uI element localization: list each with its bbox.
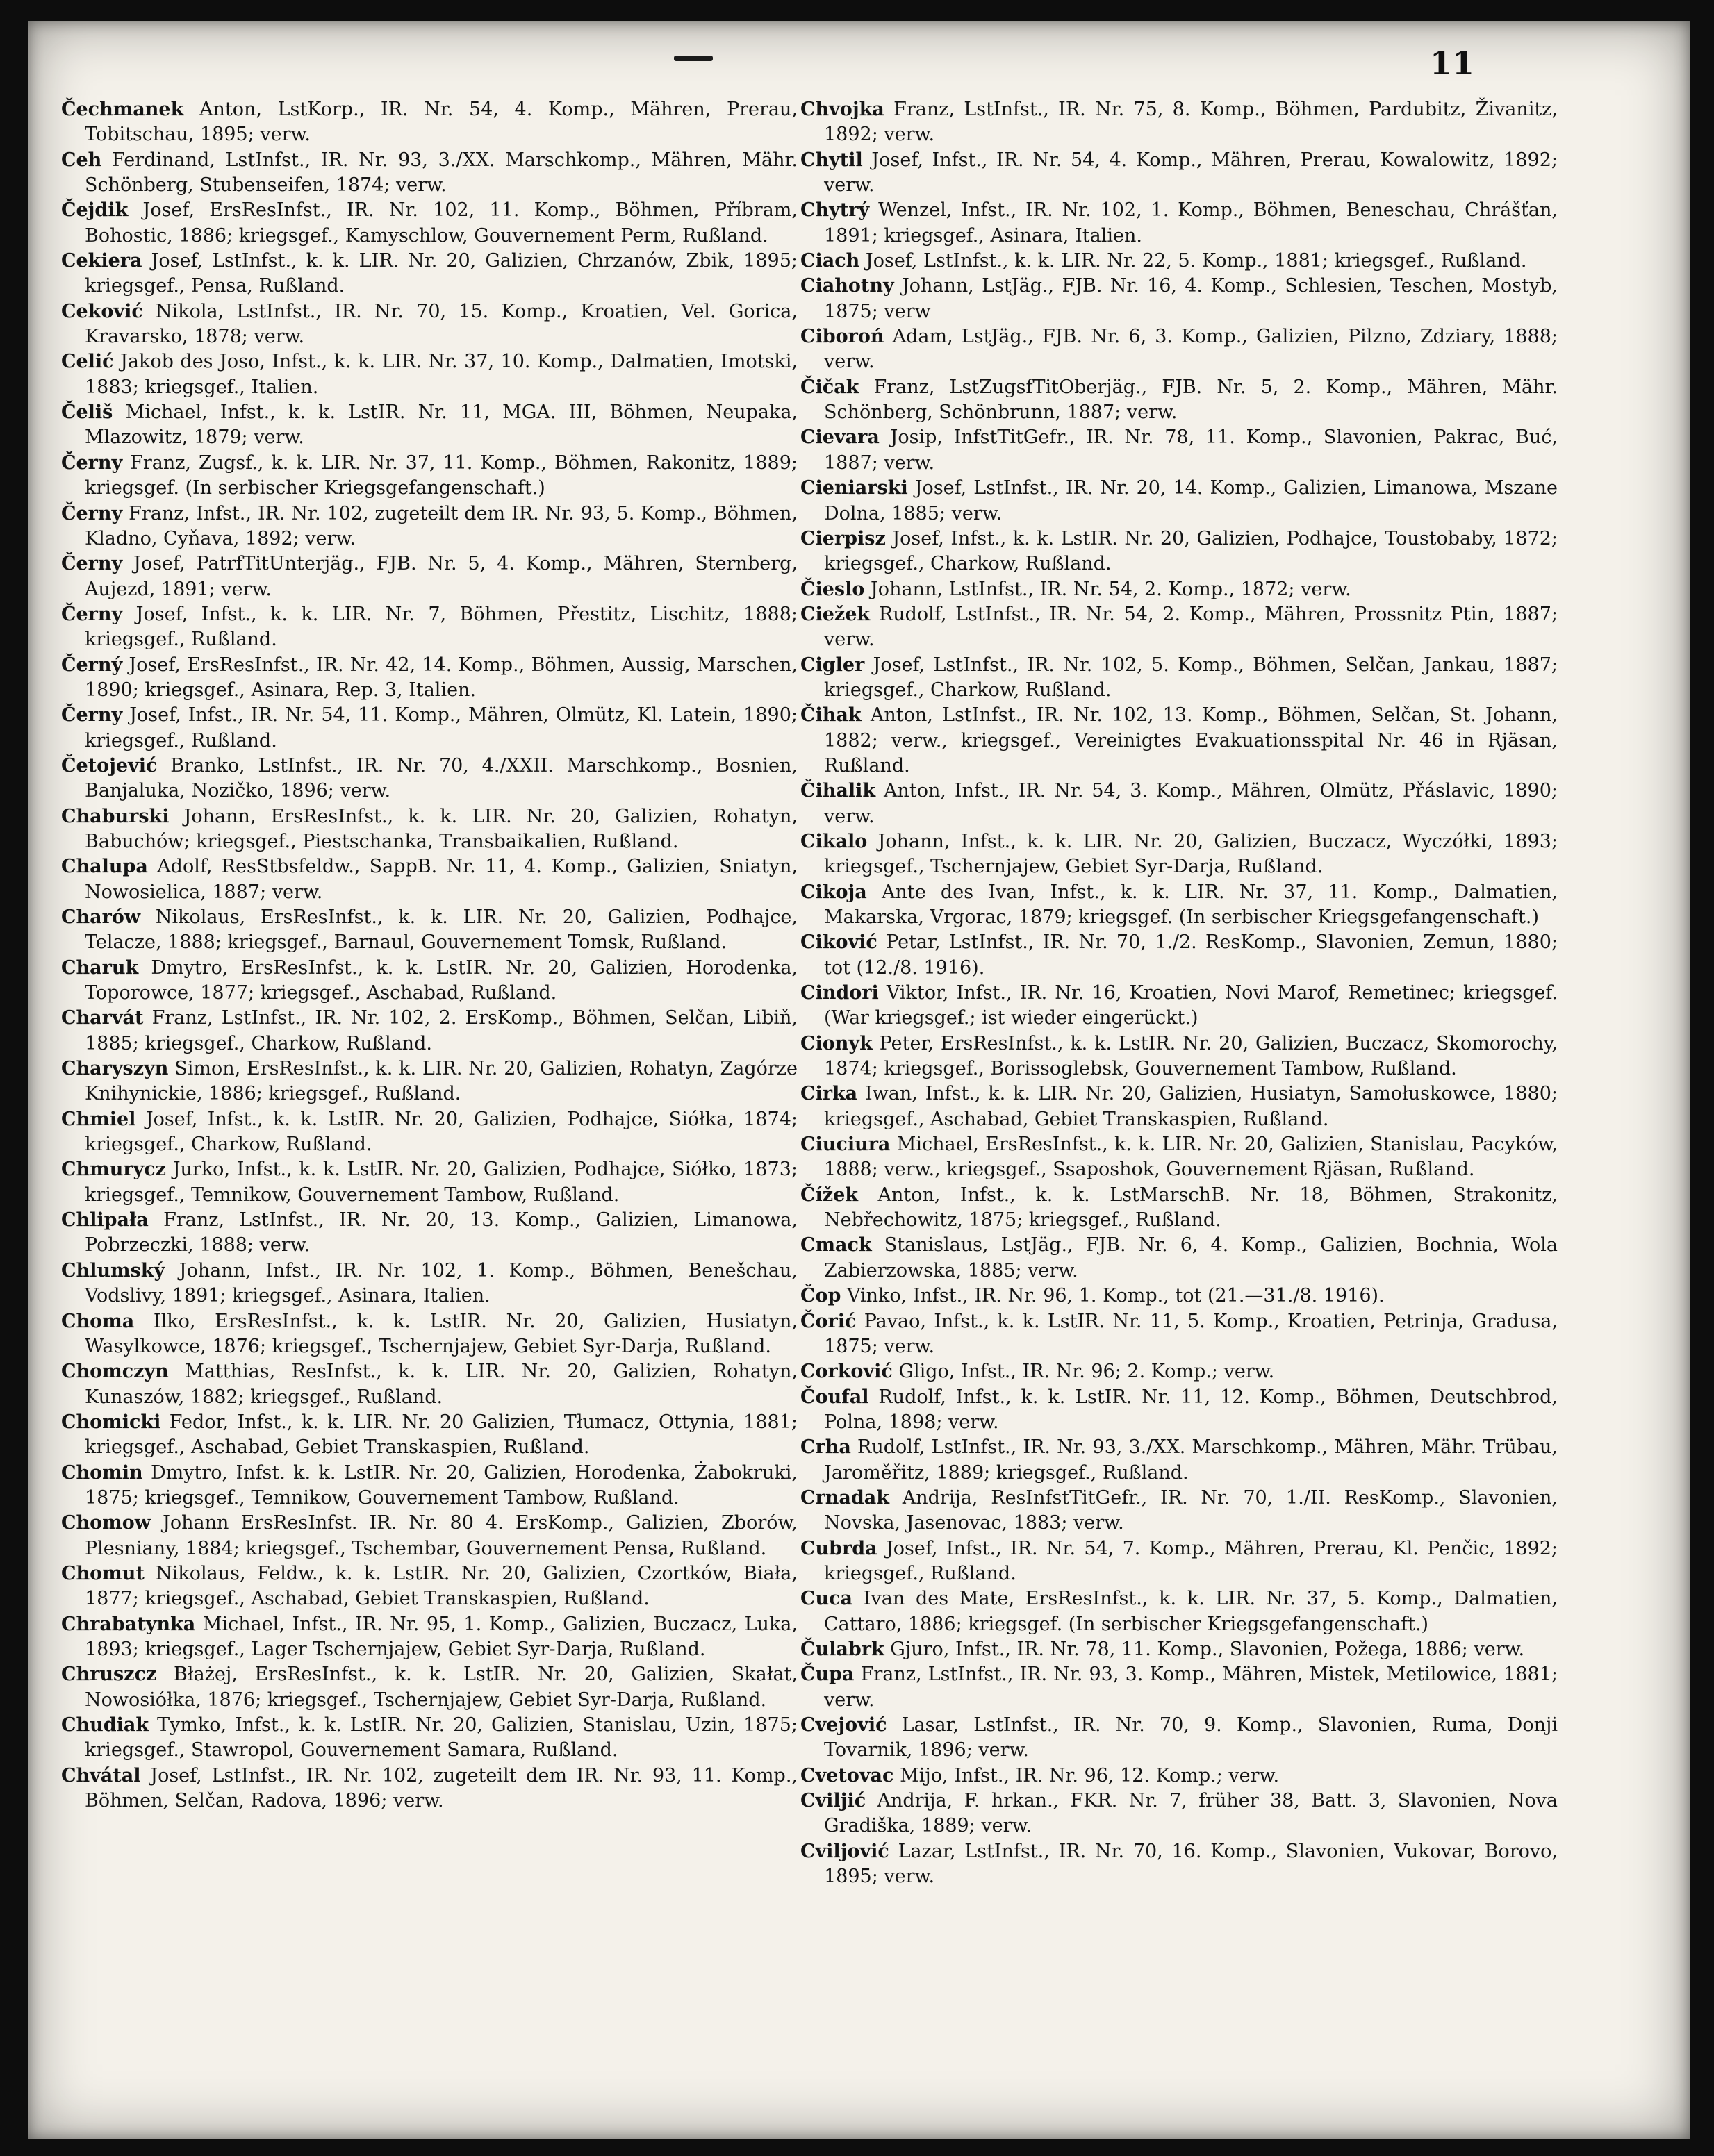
entry-details: Johann, Infst., k. k. LIR. Nr. 20, Galizien, Buczacz, Wyczółki, 1893; kriegsgef., Tschernjajew, Gebiet Syr-Darja, Rußland. xyxy=(824,830,1558,878)
register-entry xyxy=(800,1183,1558,1234)
entry-details: Iwan, Infst., k. k. LIR. Nr. 20, Galizien, Husiatyn, Samołuskowce, 1880; kriegsgef., Aschabad, Gebiet Transkaspien, Rußland. xyxy=(824,1083,1558,1130)
entry-surname: Ciach xyxy=(800,250,860,272)
entry-details: Franz, LstInfst., IR. Nr. 93, 3. Komp., Mähren, Mistek, Metilowice, 1881; verw. xyxy=(824,1664,1558,1711)
register-entry xyxy=(61,1259,798,1309)
register-entry xyxy=(61,653,798,704)
entry-surname: Černý xyxy=(61,654,123,676)
entry-details: Franz, Infst., IR. Nr. 102, zugeteilt dem IR. Nr. 93, 5. Komp., Böhmen, Kladno, Cyňava, 1892; verw. xyxy=(85,502,798,549)
entry-surname: Charvát xyxy=(61,1007,144,1029)
entry-surname: Černy xyxy=(61,502,123,524)
entry-details: Ante des Ivan, Infst., k. k. LIR. Nr. 37, 11. Komp., Dalmatien, Makarska, Vrgorac, 1879; kriegsgef. (In serbischer Kriegsgefangenschaft.) xyxy=(824,881,1558,928)
entry-surname: Crha xyxy=(800,1436,851,1459)
register-entry xyxy=(800,1435,1558,1486)
register-entry xyxy=(800,1233,1558,1284)
register-entry xyxy=(800,1662,1558,1713)
entry-details: Nikolaus, ErsResInfst., k. k. LIR. Nr. 20, Galizien, Podhajce, Telacze, 1888; kriegsgef., Barnaul, Gouvernement Tomsk, Rußland. xyxy=(85,906,798,954)
entry-surname: Chrabatynka xyxy=(61,1613,196,1635)
entry-surname: Cvetovac xyxy=(800,1764,894,1786)
entry-details: Wenzel, Infst., IR. Nr. 102, 1. Komp., Böhmen, Beneschau, Chrášťan, 1891; kriegsgef., Asinara, Italien. xyxy=(824,199,1558,247)
register-entry xyxy=(800,526,1558,577)
register-entry xyxy=(61,97,798,148)
register-entry xyxy=(800,653,1558,704)
entry-details: Michael, Infst., IR. Nr. 95, 1. Komp., Galizien, Buczacz, Luka, 1893; kriegsgef., Lager Tschernjajew, Gebiet Syr-Darja, Rußland. xyxy=(85,1613,798,1660)
entry-details: Ivan des Mate, ErsResInfst., k. k. LIR. Nr. 37, 5. Komp., Dalmatien, Cattaro, 1886; kriegsgef. (In serbischer Kriegsgefangenschaft.) xyxy=(824,1588,1558,1635)
entry-surname: Čop xyxy=(800,1285,841,1307)
entry-details: Josef, PatrfTitUnterjäg., FJB. Nr. 5, 4. Komp., Mähren, Sternberg, Aujezd, 1891; verw. xyxy=(85,553,798,600)
entry-details: Błażej, ErsResInfst., k. k. LstIR. Nr. 20, Galizien, Skałat, Nowosiółka, 1876; kriegsgef., Tschernjajew, Gebiet Syr-Darja, Rußland. xyxy=(85,1664,798,1711)
entry-details: Johann, ErsResInfst., k. k. LIR. Nr. 20, Galizien, Rohatyn, Babuchów; kriegsgef., Piestschanka, Transbaikalien, Rußland. xyxy=(85,805,798,852)
entry-surname: Chvojka xyxy=(800,99,884,120)
entry-surname: Cekiera xyxy=(61,250,142,272)
entry-surname: Čupa xyxy=(800,1664,855,1686)
entry-surname: Černy xyxy=(61,603,123,625)
register-entry xyxy=(800,1536,1558,1587)
register-entry xyxy=(61,1208,798,1259)
register-entry xyxy=(61,1157,798,1208)
register-entry xyxy=(61,198,798,249)
register-entry xyxy=(61,703,798,754)
register-entry xyxy=(61,956,798,1006)
entry-details: Jurko, Infst., k. k. LstIR. Nr. 20, Galizien, Podhajce, Siółko, 1873; kriegsgef., Temnikow, Gouvernement Tambow, Rußland. xyxy=(85,1159,798,1206)
register-entry xyxy=(61,1309,798,1360)
entry-surname: Cigler xyxy=(800,654,865,676)
register-entry xyxy=(61,1461,798,1511)
entry-surname: Celić xyxy=(61,351,114,373)
register-entry xyxy=(61,1107,798,1158)
entry-details: Stanislaus, LstJäg., FJB. Nr. 6, 4. Komp., Galizien, Bochnia, Wola Zabierzowska, 1885; verw. xyxy=(824,1234,1558,1282)
entry-surname: Ciahotny xyxy=(800,275,894,297)
entry-surname: Chmiel xyxy=(61,1108,136,1130)
entry-details: Anton, Infst., k. k. LstMarschB. Nr. 18, Böhmen, Strakonitz, Nebřechowitz, 1875; kriegsgef., Rußland. xyxy=(824,1184,1558,1232)
entry-details: Rudolf, Infst., k. k. LstIR. Nr. 11, 12. Komp., Böhmen, Deutschbrod, Polna, 1898; verw. xyxy=(824,1386,1558,1433)
entry-details: Franz, Zugsf., k. k. LIR. Nr. 37, 11. Komp., Böhmen, Rakonitz, 1889; kriegsgef. (In serbischer Kriegsgefangenschaft.) xyxy=(85,451,798,499)
entry-surname: Cirka xyxy=(800,1083,858,1105)
entry-surname: Čoufal xyxy=(800,1386,869,1408)
register-entry xyxy=(61,552,798,602)
entry-details: Tymko, Infst., k. k. LstIR. Nr. 20, Galizien, Stanislau, Uzin, 1875; kriegsgef., Stawropol, Gouvernement Samara, Rußland. xyxy=(85,1714,798,1761)
entry-surname: Chlipała xyxy=(61,1209,149,1232)
entry-surname: Cviljić xyxy=(800,1790,866,1812)
entry-surname: Ceković xyxy=(61,300,143,322)
entry-surname: Crnadak xyxy=(800,1486,889,1509)
register-entry xyxy=(61,249,798,299)
entry-details: Josef, Infst., IR. Nr. 54, 11. Komp., Mähren, Olmütz, Kl. Latein, 1890; kriegsgef., Rußland. xyxy=(85,704,798,752)
entry-details: Josef, LstInfst., IR. Nr. 102, 5. Komp., Böhmen, Selčan, Jankau, 1887; kriegsgef., Charkow, Rußland. xyxy=(824,654,1558,701)
entry-details: Johann, Infst., IR. Nr. 102, 1. Komp., Böhmen, Benešchau, Vodslivy, 1891; kriegsgef., Asinara, Italien. xyxy=(85,1259,798,1307)
register-entry xyxy=(800,1081,1558,1132)
entry-details: Branko, LstInfst., IR. Nr. 70, 4./XXII. Marschkomp., Bosnien, Banjaluka, Nozičko, 1896; verw. xyxy=(85,754,798,802)
register-entry xyxy=(800,148,1558,199)
entry-details: Lasar, LstInfst., IR. Nr. 70, 9. Komp., Slavonien, Ruma, Donji Tovarnik, 1896; verw. xyxy=(824,1714,1558,1761)
entry-surname: Černy xyxy=(61,553,123,575)
entry-surname: Čejdik xyxy=(61,199,129,222)
entry-details: Josef, LstInfst., k. k. LIR. Nr. 22, 5. Komp., 1881; kriegsgef., Rußland. xyxy=(865,250,1527,272)
entry-details: Vinko, Infst., IR. Nr. 96, 1. Komp., tot (21.—31./8. 1916). xyxy=(846,1285,1385,1307)
entry-details: Andrija, ResInfstTitGefr., IR. Nr. 70, 1./II. ResKomp., Slavonien, Novska, Jasenovac, 1883; verw. xyxy=(824,1486,1558,1534)
entry-surname: Cuca xyxy=(800,1588,853,1610)
entry-surname: Čulabrk xyxy=(800,1638,884,1660)
entry-details: Josef, LstInfst., IR. Nr. 102, zugeteilt dem IR. Nr. 93, 11. Komp., Böhmen, Selčan, Radova, 1896; verw. xyxy=(85,1764,798,1812)
entry-details: Josef, Infst., k. k. LstIR. Nr. 20, Galizien, Podhajce, Siółka, 1874; kriegsgef., Charkow, Rußland. xyxy=(85,1108,798,1156)
register-entry xyxy=(800,1359,1558,1384)
entry-details: Matthias, ResInfst., k. k. LIR. Nr. 20, Galizien, Rohatyn, Kunaszów, 1882; kriegsgef., Rußland. xyxy=(85,1361,798,1408)
register-entry xyxy=(800,425,1558,476)
entry-surname: Chomow xyxy=(61,1512,151,1534)
entry-details: Anton, Infst., IR. Nr. 54, 3. Komp., Mähren, Olmütz, Přáslavic, 1890; verw. xyxy=(824,780,1558,827)
entry-details: Petar, LstInfst., IR. Nr. 70, 1./2. ResKomp., Slavonien, Zemun, 1880; tot (12./8. 1916). xyxy=(824,931,1558,979)
register-entry xyxy=(61,1359,798,1410)
entry-details: Michael, ErsResInfst., k. k. LIR. Nr. 20, Galizien, Stanislau, Pacyków, 1888; verw., kriegsgef., Ssaposhok, Gouvernement Rjäsan, Rußland. xyxy=(824,1134,1558,1181)
register-entry xyxy=(800,577,1558,602)
entry-surname: Chomicki xyxy=(61,1411,161,1433)
register-entry xyxy=(800,779,1558,829)
entry-details: Simon, ErsResInfst., k. k. LIR. Nr. 20, Galizien, Rohatyn, Zagórze Knihynickie, 1886; kriegsgef., Rußland. xyxy=(85,1058,798,1105)
entry-surname: Čieslo xyxy=(800,578,865,600)
register-entry xyxy=(800,1486,1558,1536)
entry-details: Franz, LstInfst., IR. Nr. 75, 8. Komp., Böhmen, Pardubitz, Živanitz, 1892; verw. xyxy=(824,99,1558,146)
register-entry xyxy=(800,703,1558,779)
entry-details: Ilko, ErsResInfst., k. k. LstIR. Nr. 20, Galizien, Husiatyn, Wasylkowce, 1876; kriegsgef., Tschernjajew, Gebiet Syr-Darja, Rußland. xyxy=(85,1310,798,1357)
entry-details: Franz, LstInfst., IR. Nr. 102, 2. ErsKomp., Böhmen, Selčan, Libiň, 1885; kriegsgef., Charkow, Rußland. xyxy=(85,1007,798,1054)
register-entry xyxy=(61,905,798,956)
page-number: 11 xyxy=(1430,44,1475,82)
entry-surname: Charuk xyxy=(61,956,139,979)
entry-surname: Chaburski xyxy=(61,805,170,827)
entry-surname: Cikoja xyxy=(800,881,867,903)
entry-details: Gjuro, Infst., IR. Nr. 78, 11. Komp., Slavonien, Požega, 1886; verw. xyxy=(890,1638,1525,1660)
entry-details: Nikola, LstInfst., IR. Nr. 70, 15. Komp., Kroatien, Vel. Gorica, Kravarsko, 1878; verw. xyxy=(85,300,798,348)
entry-surname: Čeliš xyxy=(61,401,113,424)
entry-surname: Chytil xyxy=(800,149,863,171)
entry-surname: Ciežek xyxy=(800,603,871,625)
entry-surname: Ciuciura xyxy=(800,1134,891,1156)
entry-surname: Čížek xyxy=(800,1184,858,1206)
entry-details: Anton, LstKorp., IR. Nr. 54, 4. Komp., Mähren, Prerau, Tobitschau, 1895; verw. xyxy=(85,99,798,146)
entry-surname: Ciboroń xyxy=(800,326,884,348)
entry-details: Johann, LstJäg., FJB. Nr. 16, 4. Komp., Schlesien, Teschen, Mostyb, 1875; verw xyxy=(824,275,1558,322)
entry-details: Rudolf, LstInfst., IR. Nr. 54, 2. Komp., Mähren, Prossnitz Ptin, 1887; verw. xyxy=(824,603,1558,651)
register-entry xyxy=(61,1006,798,1056)
register-entry xyxy=(800,324,1558,375)
register-entry xyxy=(61,148,798,199)
register-entry xyxy=(800,829,1558,880)
entry-details: Josef, ErsResInfst., IR. Nr. 102, 11. Komp., Böhmen, Příbram, Bohostic, 1886; kriegsgef., Kamyschlow, Gouvernement Perm, Rußland. xyxy=(85,199,798,247)
register-entry xyxy=(61,1561,798,1612)
register-entry xyxy=(800,1713,1558,1764)
register-entry xyxy=(61,1612,798,1663)
register-entry xyxy=(800,1385,1558,1436)
entry-surname: Cievara xyxy=(800,426,880,449)
register-entry xyxy=(800,274,1558,324)
entry-details: Viktor, Infst., IR. Nr. 16, Kroatien, Novi Marof, Remetinec; kriegsgef. (War kriegsgef.; ist wieder eingerückt.) xyxy=(824,982,1558,1029)
entry-surname: Cieniarski xyxy=(800,477,908,499)
register-entry xyxy=(61,754,798,804)
entry-details: Andrija, F. hrkan., FKR. Nr. 7, früher 38, Batt. 3, Slavonien, Nova Gradiška, 1889; verw. xyxy=(824,1790,1558,1837)
entry-details: Mijo, Infst., IR. Nr. 96, 12. Komp.; verw. xyxy=(900,1764,1280,1786)
entry-surname: Chlumský xyxy=(61,1259,165,1282)
entry-details: Adam, LstJäg., FJB. Nr. 6, 3. Komp., Galizien, Pilzno, Zdziary, 1888; verw. xyxy=(824,326,1558,373)
entry-surname: Charów xyxy=(61,906,141,928)
register-entry xyxy=(800,1839,1558,1890)
entry-details: Josef, Infst., IR. Nr. 54, 4. Komp., Mähren, Prerau, Kowalowitz, 1892; verw. xyxy=(824,149,1558,197)
register-entry xyxy=(61,1056,798,1107)
entry-surname: Chytrý xyxy=(800,199,870,222)
entry-surname: Cmack xyxy=(800,1234,872,1257)
register-entry xyxy=(800,1637,1558,1662)
entry-surname: Černy xyxy=(61,704,123,727)
register-entry xyxy=(61,804,798,855)
entry-surname: Charyszyn xyxy=(61,1058,169,1080)
entry-surname: Cvejović xyxy=(800,1714,887,1736)
entry-details: Josef, LstInfst., IR. Nr. 20, 14. Komp., Galizien, Limanowa, Mszane Dolna, 1885; verw. xyxy=(824,477,1558,524)
entry-surname: Čičak xyxy=(800,376,859,398)
entry-surname: Cionyk xyxy=(800,1032,873,1054)
entry-details: Jakob des Joso, Infst., k. k. LIR. Nr. 37, 10. Komp., Dalmatien, Imotski, 1883; kriegsgef., Italien. xyxy=(85,351,798,398)
entry-surname: Chvátal xyxy=(61,1764,141,1786)
entry-surname: Chruszcz xyxy=(61,1664,157,1686)
register-entry xyxy=(800,1309,1558,1360)
entry-details: Fedor, Infst., k. k. LIR. Nr. 20 Galizien, Tłumacz, Ottynia, 1881; kriegsgef., Aschabad, Gebiet Transkaspien, Rußland. xyxy=(85,1411,798,1459)
entry-details: Dmytro, Infst. k. k. LstIR. Nr. 20, Galizien, Horodenka, Żabokruki, 1875; kriegsgef., Temnikow, Gouvernement Tambow, Rußland. xyxy=(85,1461,798,1509)
register-entry xyxy=(800,249,1558,274)
entry-surname: Čihak xyxy=(800,704,862,727)
entry-surname: Chomczyn xyxy=(61,1361,169,1383)
register-entry xyxy=(800,602,1558,653)
entry-details: Josef, Infst., IR. Nr. 54, 7. Komp., Mähren, Prerau, Kl. Penčic, 1892; kriegsgef., Rußland. xyxy=(824,1537,1558,1584)
register-entry xyxy=(61,602,798,653)
register-entry xyxy=(61,451,798,501)
entry-details: Nikolaus, Feldw., k. k. LstIR. Nr. 20, Galizien, Czortków, Biała, 1877; kriegsgef., Aschabad, Gebiet Transkaspien, Rußland. xyxy=(85,1562,798,1610)
entry-surname: Čechmanek xyxy=(61,99,184,120)
entry-details: Gligo, Infst., IR. Nr. 96; 2. Komp.; verw. xyxy=(898,1361,1275,1383)
register-entry xyxy=(800,880,1558,931)
register-entry xyxy=(61,349,798,400)
register-entry xyxy=(61,1511,798,1561)
register-entry xyxy=(61,400,798,451)
entry-surname: Čihalik xyxy=(800,780,876,802)
register-entry xyxy=(800,97,1558,148)
register-entry xyxy=(800,981,1558,1031)
entry-details: Pavao, Infst., k. k. LstIR. Nr. 11, 5. Komp., Kroatien, Petrinja, Gradusa, 1875; verw. xyxy=(824,1310,1558,1357)
entry-details: Ferdinand, LstInfst., IR. Nr. 93, 3./XX. Marschkomp., Mähren, Mähr. Schönberg, Stubenseifen, 1874; verw. xyxy=(85,149,798,197)
register-entry xyxy=(61,854,798,905)
register-entry xyxy=(61,299,798,350)
entry-surname: Choma xyxy=(61,1310,135,1332)
register-entry xyxy=(800,198,1558,249)
entry-surname: Cierpisz xyxy=(800,527,886,549)
entry-surname: Cviljović xyxy=(800,1840,889,1862)
register-entry xyxy=(800,1132,1558,1183)
register-entry xyxy=(800,1284,1558,1309)
entry-surname: Ciković xyxy=(800,931,877,954)
entry-details: Rudolf, LstInfst., IR. Nr. 93, 3./XX. Marschkomp., Mähren, Mähr. Trübau, Jaroměřitz, 1889; kriegsgef., Rußland. xyxy=(824,1436,1558,1484)
register-entry xyxy=(800,1789,1558,1839)
entry-surname: Chomin xyxy=(61,1461,143,1484)
register-entry xyxy=(61,1410,798,1461)
entry-details: Peter, ErsResInfst., k. k. LstIR. Nr. 20, Galizien, Buczacz, Skomorochy, 1874; kriegsgef., Borissoglebsk, Gouvernement Tambow, Rußland. xyxy=(824,1032,1558,1080)
right-column xyxy=(800,97,1558,1889)
register-entry xyxy=(800,1586,1558,1637)
left-column xyxy=(61,97,798,1814)
entry-surname: Četojević xyxy=(61,754,158,777)
entry-surname: Chmurycz xyxy=(61,1159,167,1181)
register-entry xyxy=(800,476,1558,526)
entry-surname: Ceh xyxy=(61,149,102,171)
register-entry xyxy=(61,1662,798,1713)
register-entry xyxy=(61,501,798,552)
entry-details: Josef, Infst., k. k. LstIR. Nr. 20, Galizien, Podhajce, Toustobaby, 1872; kriegsgef., Charkow, Rußland. xyxy=(824,527,1558,575)
entry-details: Michael, Infst., k. k. LstIR. Nr. 11, MGA. III, Böhmen, Neupaka, Mlazowitz, 1879; verw. xyxy=(85,401,798,449)
entry-details: Josef, Infst., k. k. LIR. Nr. 7, Böhmen, Přestitz, Lischitz, 1888; kriegsgef., Rußland. xyxy=(85,603,798,651)
entry-surname: Chalupa xyxy=(61,856,148,878)
top-dash-mark xyxy=(674,56,713,61)
entry-details: Franz, LstZugsfTitOberjäg., FJB. Nr. 5, 2. Komp., Mähren, Mähr. Schönberg, Schönbrunn, 1887; verw. xyxy=(824,376,1558,424)
entry-details: Josip, InfstTitGefr., IR. Nr. 78, 11. Komp., Slavonien, Pakrac, Buć, 1887; verw. xyxy=(824,426,1558,474)
entry-details: Adolf, ResStbsfeldw., SappB. Nr. 11, 4. Komp., Galizien, Sniatyn, Nowosielica, 1887; verw. xyxy=(85,856,798,903)
entry-details: Josef, LstInfst., k. k. LIR. Nr. 20, Galizien, Chrzanów, Zbik, 1895; kriegsgef., Pensa, Rußland. xyxy=(85,250,798,297)
register-entry xyxy=(61,1713,798,1764)
entry-surname: Čorić xyxy=(800,1310,857,1332)
entry-details: Johann ErsResInfst. IR. Nr. 80 4. ErsKomp., Galizien, Zborów, Plesniany, 1884; kriegsgef., Tschembar, Gouvernement Pensa, Rußland. xyxy=(85,1512,798,1559)
entry-details: Lazar, LstInfst., IR. Nr. 70, 16. Komp., Slavonien, Vukovar, Borovo, 1895; verw. xyxy=(824,1840,1558,1888)
entry-surname: Chudiak xyxy=(61,1714,149,1736)
entry-details: Anton, LstInfst., IR. Nr. 102, 13. Komp., Böhmen, Selčan, St. Johann, 1882; verw., kriegsgef., Vereinigtes Evakuationsspital Nr. 46 in Rjäsan, Rußland. xyxy=(824,704,1558,777)
entry-surname: Černy xyxy=(61,451,123,474)
register-entry xyxy=(800,1764,1558,1789)
register-entry xyxy=(61,1764,798,1814)
entry-surname: Chomut xyxy=(61,1562,145,1584)
entry-surname: Cindori xyxy=(800,982,879,1004)
entry-surname: Cubrda xyxy=(800,1537,877,1559)
register-entry xyxy=(800,1031,1558,1082)
entry-details: Franz, LstInfst., IR. Nr. 20, 13. Komp., Galizien, Limanowa, Pobrzeczki, 1888; verw. xyxy=(85,1209,798,1257)
entry-details: Dmytro, ErsResInfst., k. k. LstIR. Nr. 20, Galizien, Horodenka, Toporowce, 1877; kriegsgef., Aschabad, Rußland. xyxy=(85,956,798,1004)
entry-surname: Cikalo xyxy=(800,830,868,852)
entry-details: Johann, LstInfst., IR. Nr. 54, 2. Komp., 1872; verw. xyxy=(870,578,1351,600)
entry-surname: Corković xyxy=(800,1361,893,1383)
register-entry xyxy=(800,375,1558,426)
register-entry xyxy=(800,930,1558,981)
document-page xyxy=(28,21,1690,2139)
entry-details: Josef, ErsResInfst., IR. Nr. 42, 14. Komp., Böhmen, Aussig, Marschen, 1890; kriegsgef., Asinara, Rep. 3, Italien. xyxy=(85,654,798,701)
